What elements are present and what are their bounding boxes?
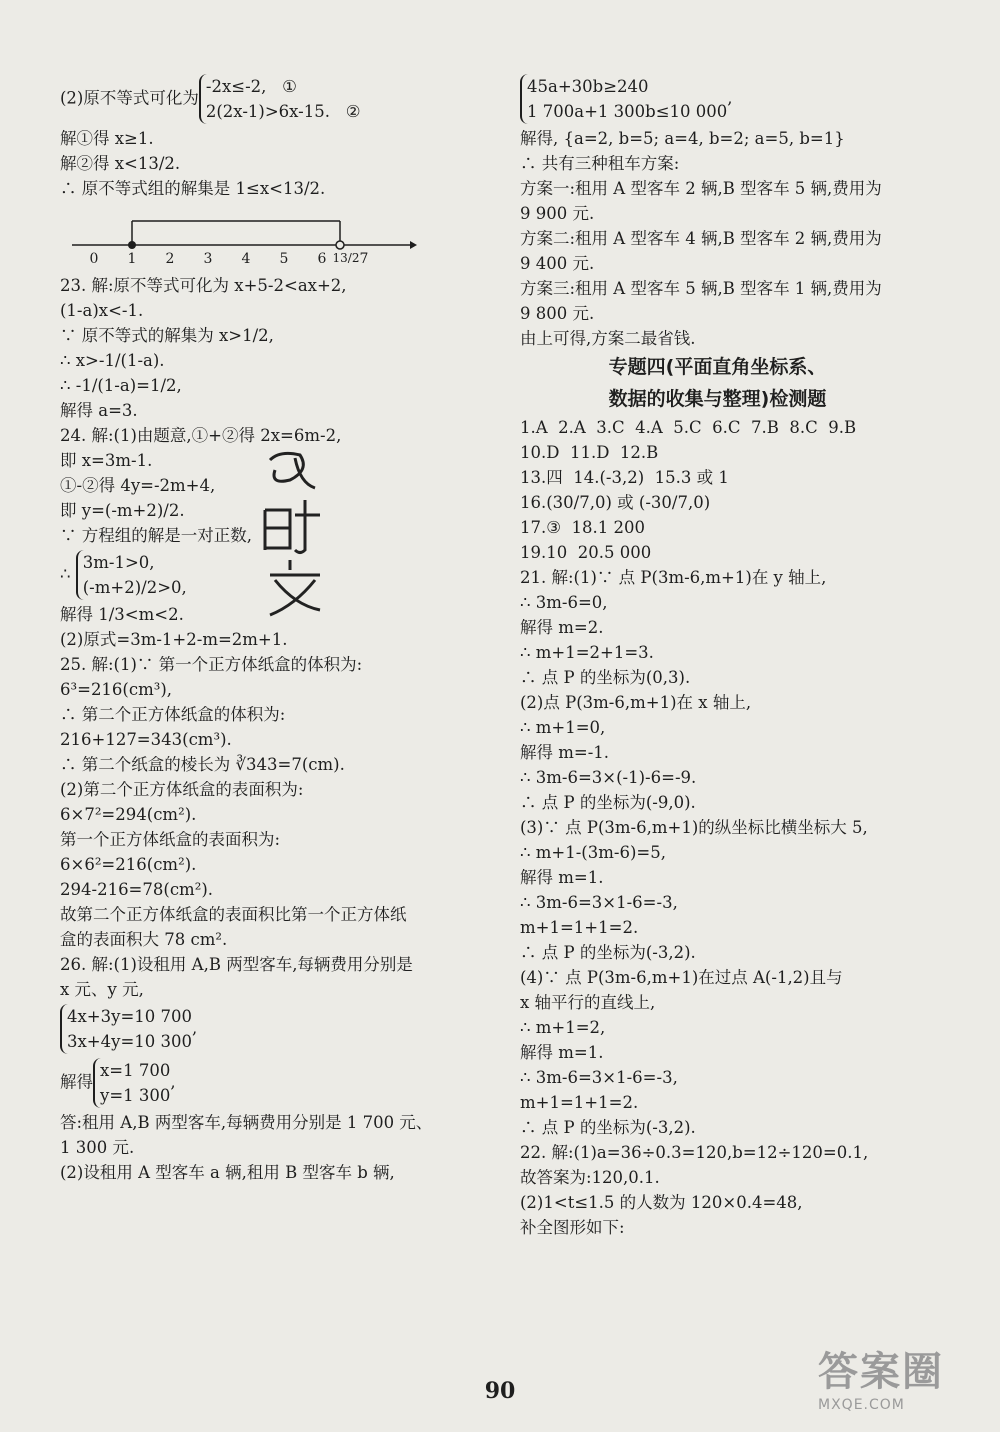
text-line: ∴ m+1=2, (520, 1018, 606, 1037)
text-line: 盒的表面积大 78 cm². (60, 930, 228, 949)
text-line: ∴ 3m-6=3×(-1)-6=-9. (520, 768, 697, 787)
text-line: 解得 m=1. (520, 868, 604, 887)
text-line: 25. 解:(1)∵ 第一个正方体纸盒的体积为: (60, 655, 363, 674)
text-line: 22. 解:(1)a=36÷0.3=120,b=12÷120=0.1, (520, 1143, 869, 1162)
text-line: ∴ 3m-6=3×1-6=-3, (520, 893, 678, 912)
tick-label: 5 (279, 251, 289, 267)
system-brace: 3m-1>0, (-m+2)/2>0, (76, 550, 187, 600)
text-line: 解得 a=3. (60, 401, 138, 420)
text-line: ∵ 方程组的解是一对正数, (60, 526, 252, 545)
text-line: 解得 m=-1. (520, 743, 610, 762)
text-line: ∴ x>-1/(1-a). (60, 351, 165, 370)
tick-label: 1 (127, 251, 137, 267)
text-line: 9 800 元. (520, 304, 595, 323)
text-line: 6×7²=294(cm²). (60, 805, 197, 824)
text-line: 故答案为:120,0.1. (520, 1168, 660, 1187)
text-line: ∴ 共有三种租车方案: (520, 154, 680, 173)
text-line: 6³=216(cm³), (60, 680, 173, 699)
system-brace: 45a+30b≥240 1 700a+1 300b≤10 000 (520, 74, 727, 124)
text-line: 即 x=3m-1. (60, 451, 153, 470)
text-line: (1-a)x<-1. (60, 301, 144, 320)
text-line: (2)第二个正方体纸盒的表面积为: (60, 780, 304, 799)
text-line: 24. 解:(1)由题意,①+②得 2x=6m-2, (60, 426, 342, 445)
text-line: ∴ 3m-1>0, (-m+2)/2>0, (60, 548, 475, 602)
text-line: 补全图形如下: (520, 1218, 625, 1237)
system-brace: -2x≤-2, ① 2(2x-1)>6x-15. ② (199, 74, 361, 124)
text-line: ∴ 第二个正方体纸盒的体积为: (60, 705, 286, 724)
text-line: (2)原不等式可化为 -2x≤-2, ① 2(2x-1)>6x-15. ② (60, 72, 475, 126)
text-line: ∴ -1/(1-a)=1/2, (60, 376, 182, 395)
right-column (520, 72, 915, 1240)
system-brace: x=1 700 y=1 300 (93, 1058, 170, 1108)
tick-label: 4 (241, 251, 251, 267)
text-line: 方案三:租用 A 型客车 5 辆,B 型客车 1 辆,费用为 (520, 279, 882, 298)
text-line: ∴ m+1=2+1=3. (520, 643, 654, 662)
text-line: ∴ 点 P 的坐标为(-3,2). (520, 943, 696, 962)
text-line: 解①得 x≥1. (60, 129, 154, 148)
text-line: 1 300 元. (60, 1138, 135, 1157)
text-line: ∴ 点 P 的坐标为(0,3). (520, 668, 691, 687)
text-line: (2)原式=3m-1+2-m=2m+1. (60, 630, 288, 649)
text-line: 解得 m=1. (520, 1043, 604, 1062)
text-line: m+1=1+1=2. (520, 1093, 639, 1112)
text-line: 4x+3y=10 700 3x+4y=10 300 , (60, 1002, 475, 1056)
text-line: x 轴平行的直线上, (520, 993, 656, 1012)
text-line: 由上可得,方案二最省钱. (520, 329, 696, 348)
text-line: 9 400 元. (520, 254, 595, 273)
text-line: ∴ m+1-(3m-6)=5, (520, 843, 666, 862)
tick-label: 2 (165, 251, 175, 267)
text-line: ∴ 点 P 的坐标为(-9,0). (520, 793, 696, 812)
text-line: 294-216=78(cm²). (60, 880, 214, 899)
text-line: ∴ 3m-6=0, (520, 593, 608, 612)
answer-line: 13.四 14.(-3,2) 15.3 或 1 (520, 468, 729, 487)
text-line: (2)设租用 A 型客车 a 辆,租用 B 型客车 b 辆, (60, 1163, 395, 1182)
text-line: 216+127=343(cm³). (60, 730, 232, 749)
text-line: 解得 m=2. (520, 618, 604, 637)
answer-line: 17.③ 18.1 200 (520, 518, 645, 537)
tick-label: 7 (359, 251, 369, 267)
answer-line: 1.A 2.A 3.C 4.A 5.C 6.C 7.B 8.C 9.B (520, 418, 857, 437)
tick-label: 0 (89, 251, 99, 267)
text-line: ①-②得 4y=-2m+4, (60, 476, 216, 495)
text-line: 9 900 元. (520, 204, 595, 223)
text-line: 第一个正方体纸盒的表面积为: (60, 830, 281, 849)
text-line: 方案二:租用 A 型客车 4 辆,B 型客车 2 辆,费用为 (520, 229, 882, 248)
text-line: ∴ 点 P 的坐标为(-3,2). (520, 1118, 696, 1137)
text-line: 即 y=(-m+2)/2. (60, 501, 185, 520)
page-number: 90 (484, 1378, 516, 1404)
text-line: (3)∵ 点 P(3m-6,m+1)的纵坐标比横坐标大 5, (520, 818, 868, 837)
text-line: ∴ m+1=0, (520, 718, 606, 737)
number-line-graphic (72, 207, 417, 251)
text-line: 23. 解:原不等式可化为 x+5-2<ax+2, (60, 276, 347, 295)
number-line (72, 207, 417, 269)
handwriting-mark (250, 440, 350, 644)
text-line: (2)1<t≤1.5 的人数为 120×0.4=48, (520, 1193, 803, 1212)
text-line: (4)∵ 点 P(3m-6,m+1)在过点 A(-1,2)且与 (520, 968, 843, 987)
text-line: ∴ 原不等式组的解集是 1≤x<13/2. (60, 179, 326, 198)
text-line: 解得 x=1 700 y=1 300 , (60, 1056, 475, 1110)
text-line: 解②得 x<13/2. (60, 154, 181, 173)
text-line: 故第二个正方体纸盒的表面积比第一个正方体纸 (60, 905, 407, 924)
answer-line: 10.D 11.D 12.B (520, 443, 659, 462)
answer-line: 16.(30/7,0) 或 (-30/7,0) (520, 493, 711, 512)
text-line: 方案一:租用 A 型客车 2 辆,B 型客车 5 辆,费用为 (520, 179, 882, 198)
text-line: 解得 1/3<m<2. (60, 605, 184, 624)
tick-label: 6 (317, 251, 327, 267)
watermark-url: MXQE.COM (818, 1397, 905, 1413)
watermark-brand: 答案圈 (818, 1349, 944, 1395)
text-line: (2)点 P(3m-6,m+1)在 x 轴上, (520, 693, 752, 712)
text-line: ∴ 第二个纸盒的棱长为 ∛343=7(cm). (60, 755, 345, 774)
text-line: m+1=1+1=2. (520, 918, 639, 937)
text-line: x 元、y 元, (60, 980, 144, 999)
text-line: ∵ 原不等式的解集为 x>1/2, (60, 326, 274, 345)
tick-label: 3 (203, 251, 213, 267)
section-heading: 数据的收集与整理)检测题 (608, 388, 827, 410)
text-line: 45a+30b≥240 1 700a+1 300b≤10 000 , (520, 72, 915, 126)
text-line: 26. 解:(1)设租用 A,B 两型客车,每辆费用分别是 (60, 955, 413, 974)
watermark-logo (818, 1340, 978, 1413)
text-line: ∴ 3m-6=3×1-6=-3, (520, 1068, 678, 1087)
section-heading: 专题四(平面直角坐标系、 (608, 356, 827, 378)
tick-label: 13/2 (332, 251, 360, 265)
text-line: 6×6²=216(cm²). (60, 855, 197, 874)
answer-line: 19.10 20.5 000 (520, 543, 652, 562)
text-line: 解得, {a=2, b=5; a=4, b=2; a=5, b=1} (520, 129, 845, 148)
system-brace: 4x+3y=10 700 3x+4y=10 300 (60, 1004, 192, 1054)
handwriting-graphic (250, 440, 350, 640)
text-line: 21. 解:(1)∵ 点 P(3m-6,m+1)在 y 轴上, (520, 568, 827, 587)
text-line: 答:租用 A,B 两型客车,每辆费用分别是 1 700 元、 (60, 1113, 433, 1132)
